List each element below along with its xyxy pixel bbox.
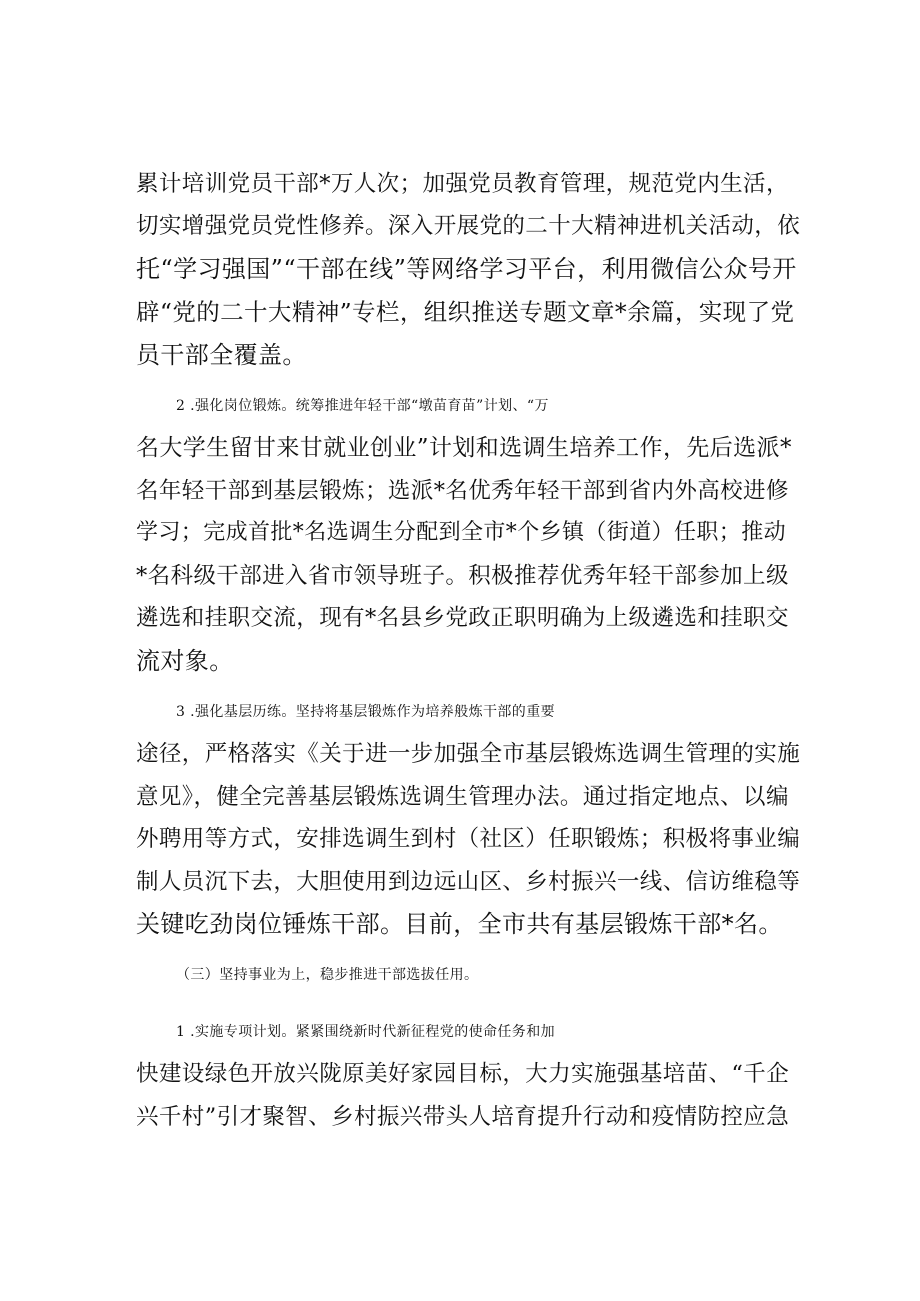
body-text-line: 途径，严格落实《关于进一步加强全市基层锻炼选调生管理的实施 — [136, 741, 801, 767]
body-text-line: 快建设绿色开放兴陇原美好家园目标，大力实施强基培苗、“千企 — [136, 1061, 790, 1087]
body-text-line: 学习；完成首批*名选调生分配到全市*个乡镇（街道）任职；推动 — [136, 520, 787, 545]
body-text-line: 制人员沉下去，大胆使用到边远山区、乡村振兴一线、信访维稳等 — [136, 869, 801, 895]
body-text-line: 员干部全覆盖。 — [136, 341, 307, 369]
body-text-line: 兴千村”引才聚智、乡村振兴带头人培育提升行动和疫情防控应急 — [136, 1104, 790, 1130]
body-text-line: *名科级干部进入省市领导班子。积极推荐优秀年轻干部参加上级 — [136, 563, 789, 589]
body-text-line: 流对象。 — [136, 647, 234, 675]
body-text-line: 托“学习强国”“干部在线”等网络学习平台，利用微信公众号开 — [136, 255, 797, 283]
body-text-line: 意见》，健全完善基层锻炼选调生管理办法。通过指定地点、以编 — [136, 784, 789, 810]
body-text-line: 累计培训党员干部*万人次；加强党员教育管理，规范党内生活， — [136, 171, 789, 197]
body-text-line: 关键吃劲岗位锤炼干部。目前，全市共有基层锻炼干部*名。 — [136, 910, 783, 938]
body-text-line: 名年轻干部到基层锻炼；选派*名优秀年轻干部到省内外高校进修 — [136, 478, 789, 504]
body-text-line: 外聘用等方式，安排选调生到村（社区）任职锻炼；积极将事业编 — [136, 826, 801, 852]
paragraph-heading-line: 3 .强化基层历练。坚持将基层锻炼作为培养般炼干部的重要 — [176, 704, 556, 720]
body-text-line: 名大学生留甘来甘就业创业”计划和选调生培养工作，先后选派* — [136, 435, 792, 461]
paragraph-heading-line: 1 .实施专项计划。紧紧围绕新时代新征程党的使命任务和加 — [176, 1024, 556, 1040]
body-text-line: 切实增强党员党性修养。深入开展党的二十大精神进机关活动，依 — [136, 213, 801, 239]
section-heading: （三）坚持事业为上，稳步推进干部选拔任用。 — [176, 967, 479, 983]
paragraph-heading-line: 2 .强化岗位锻炼。统筹推进年轻干部“墩苗育苗”计划、“万 — [176, 398, 549, 414]
body-text-line: 遴选和挂职交流，现有*名县乡党政正职明确为上级遴选和挂职交 — [136, 605, 789, 631]
body-text-line: 辟“党的二十大精神”专栏，组织推送专题文章*余篇，实现了党 — [136, 298, 795, 326]
